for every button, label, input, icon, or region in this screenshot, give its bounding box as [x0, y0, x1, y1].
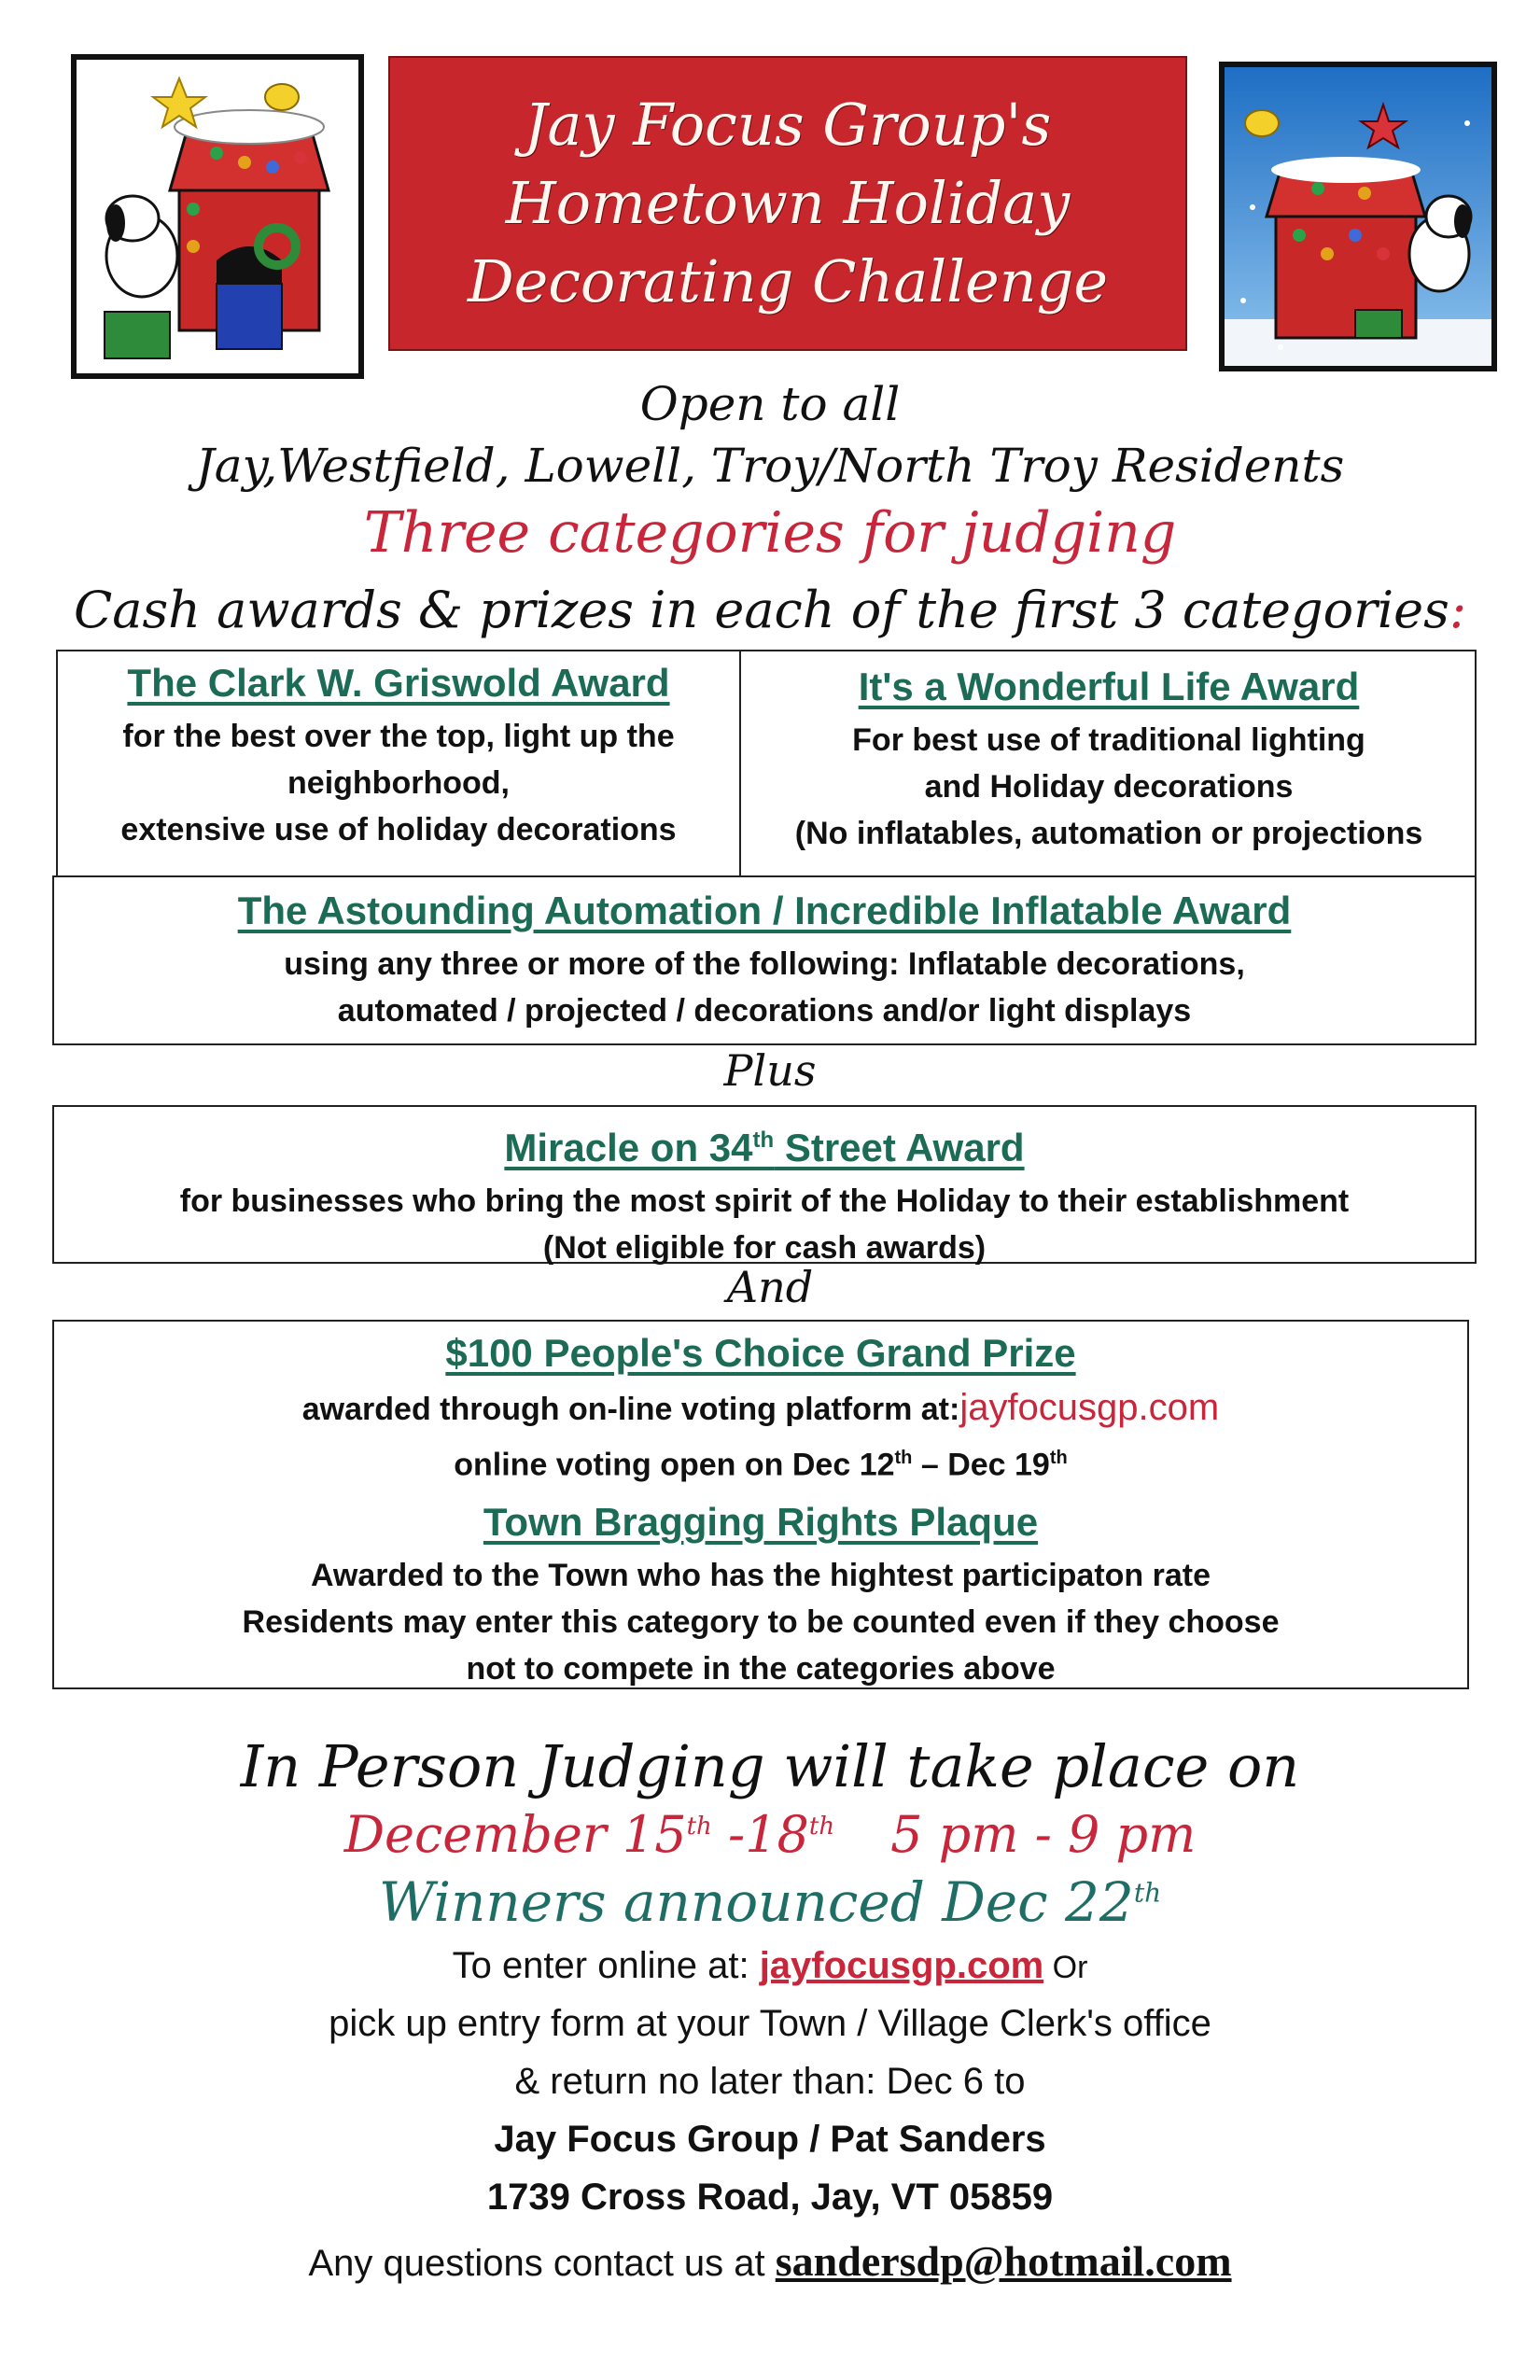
miracle-title-sup: th	[752, 1127, 775, 1153]
miracle-line-2: (Not eligible for cash awards)	[542, 1230, 987, 1266]
eligible-towns: Jay,Westfield, Lowell, Troy/North Troy Residents	[195, 439, 1345, 493]
entry-return-line: & return no later than: Dec 6 to	[514, 2061, 1026, 2102]
winners-text: Winners announced Dec 22	[378, 1870, 1134, 1934]
wonderful-life-line-1: For best use of traditional lighting	[852, 722, 1365, 758]
snoopy-doghouse-image-left	[71, 54, 364, 379]
cash-awards-text: Cash awards & prizes in each of the first 3 categories	[73, 581, 1449, 639]
snoopy-doghouse-illustration-left	[77, 60, 358, 373]
voting-dates-sup-1: th	[894, 1448, 913, 1468]
title-line-2: Hometown Holiday	[505, 169, 1071, 237]
awards-box-top	[56, 650, 1477, 877]
voting-dates-sup-2: th	[1049, 1448, 1068, 1468]
wonderful-life-line-2: and Holiday decorations	[924, 769, 1294, 805]
judging-dates-line	[0, 1805, 1540, 1864]
automation-line-2: automated / projected / decorations and/or light displays	[337, 993, 1192, 1029]
plus-text: Plus	[723, 1045, 817, 1096]
miracle-award-title	[54, 1114, 1475, 1174]
griswold-line-2: neighborhood,	[287, 765, 510, 801]
judging-dates-sup-1: th	[686, 1813, 712, 1841]
judging-heading: In Person Judging will take place on	[240, 1732, 1300, 1800]
contact-email-link[interactable]: sandersdp@hotmail.com	[775, 2237, 1232, 2285]
peoples-choice-title: $100 People's Choice Grand Prize	[445, 1331, 1076, 1375]
entry-online-text: To enter online at:	[452, 1945, 760, 1986]
voting-platform-text: awarded through on-line voting platform at:	[301, 1392, 960, 1427]
miracle-title-post: Street Award	[774, 1126, 1025, 1169]
entry-online-link[interactable]: jayfocusgp.com	[759, 1945, 1044, 1986]
wonderful-life-award-title: It's a Wonderful Life Award	[858, 665, 1360, 708]
bragging-rights-title: Town Bragging Rights Plaque	[483, 1500, 1039, 1545]
automation-award-title: The Astounding Automation / Incredible Inflatable Award	[237, 889, 1292, 932]
peoples-choice-box	[52, 1320, 1469, 1689]
judging-dates-pre: December 15	[343, 1805, 687, 1864]
entry-online-line	[0, 1945, 1540, 1987]
title-banner	[388, 56, 1187, 351]
cash-awards-colon: :	[1449, 581, 1467, 639]
title-line-1: Jay Focus Group's	[524, 91, 1052, 159]
and-text: And	[726, 1262, 814, 1312]
voting-platform-line	[54, 1383, 1467, 1434]
griswold-line-3: extensive use of holiday decorations	[120, 812, 677, 847]
winners-sup: th	[1133, 1877, 1162, 1909]
miracle-title-pre: Miracle on 34	[504, 1126, 753, 1169]
automation-award-box	[52, 875, 1477, 1045]
title-line-3: Decorating Challenge	[467, 247, 1109, 315]
bragging-line-3: not to compete in the categories above	[466, 1651, 1056, 1687]
griswold-award-title: The Clark W. Griswold Award	[127, 661, 670, 705]
voting-platform-link[interactable]: jayfocusgp.com	[959, 1387, 1220, 1428]
wonderful-life-award	[741, 661, 1477, 857]
voting-dates-mid: – Dec 19	[912, 1447, 1050, 1483]
categories-heading: Three categories for judging	[363, 500, 1177, 566]
bragging-line-2: Residents may enter this category to be counted even if they choose	[242, 1604, 1280, 1641]
voting-dates-pre: online voting open on Dec 12	[454, 1447, 895, 1483]
miracle-award-box	[52, 1105, 1477, 1264]
wonderful-life-line-3: (No inflatables, automation or projections	[794, 816, 1423, 851]
open-to-all: Open to all	[639, 377, 901, 431]
miracle-line-1: for businesses who bring the most spirit of the Holiday to their establishment	[179, 1183, 1350, 1219]
contact-text: Any questions contact us at	[308, 2243, 776, 2284]
entry-org-line: Jay Focus Group / Pat Sanders	[494, 2119, 1046, 2160]
entry-online-or: Or	[1043, 1950, 1088, 1985]
winners-line	[0, 1870, 1540, 1934]
snoopy-doghouse-illustration-right	[1225, 67, 1491, 366]
entry-pickup-line: pick up entry form at your Town / Village Clerk's office	[329, 2003, 1211, 2044]
judging-dates-mid: -18	[711, 1805, 809, 1864]
snoopy-doghouse-image-right	[1219, 62, 1497, 371]
contact-line	[0, 2236, 1540, 2286]
judging-dates-sup-2: th	[808, 1813, 835, 1841]
cash-awards-line	[0, 581, 1540, 639]
entry-address-line: 1739 Cross Road, Jay, VT 05859	[486, 2177, 1054, 2218]
griswold-line-1: for the best over the top, light up the	[122, 719, 675, 754]
judging-times: 5 pm - 9 pm	[890, 1805, 1197, 1864]
griswold-award	[58, 657, 739, 853]
automation-line-1: using any three or more of the following: Inflatable decorations,	[284, 946, 1245, 982]
bragging-line-1: Awarded to the Town who has the hightest participaton rate	[310, 1558, 1211, 1594]
voting-dates-line	[54, 1434, 1467, 1489]
